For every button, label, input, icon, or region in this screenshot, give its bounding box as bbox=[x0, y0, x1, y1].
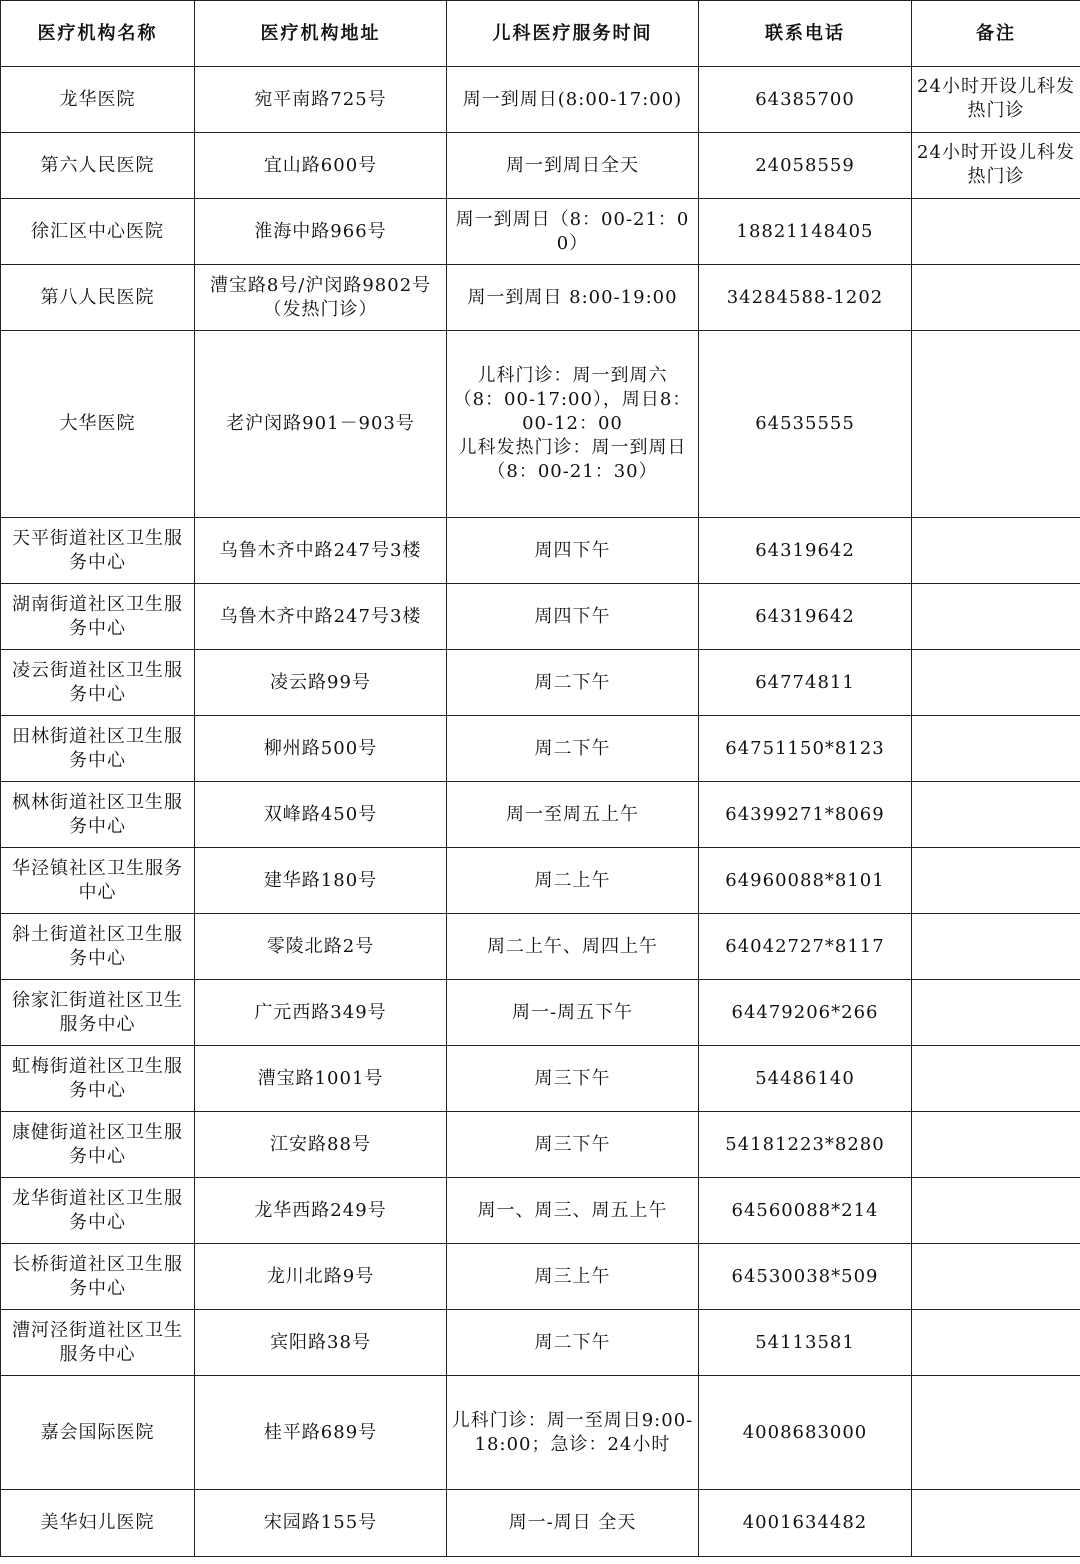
cell-note bbox=[912, 518, 1080, 584]
cell-note bbox=[912, 199, 1080, 265]
cell-name: 漕河泾街道社区卫生服务中心 bbox=[1, 1310, 195, 1376]
header-note: 备注 bbox=[912, 1, 1080, 67]
cell-address: 凌云路99号 bbox=[195, 650, 447, 716]
cell-hours: 周一到周日 8:00-19:00 bbox=[447, 265, 699, 331]
cell-address: 桂平路689号 bbox=[195, 1376, 447, 1490]
cell-address: 乌鲁木齐中路247号3楼 bbox=[195, 584, 447, 650]
cell-hours: 周二下午 bbox=[447, 1310, 699, 1376]
cell-note bbox=[912, 980, 1080, 1046]
cell-hours: 周四下午 bbox=[447, 518, 699, 584]
table-row bbox=[1, 331, 1080, 518]
cell-phone: 64960088*8101 bbox=[699, 848, 912, 914]
table-row bbox=[1, 1376, 1080, 1490]
cell-hours: 周一到周日全天 bbox=[447, 133, 699, 199]
table-row bbox=[1, 1310, 1080, 1376]
table-row bbox=[1, 199, 1080, 265]
cell-address: 漕宝路1001号 bbox=[195, 1046, 447, 1112]
header-name: 医疗机构名称 bbox=[1, 1, 195, 67]
cell-phone: 64751150*8123 bbox=[699, 716, 912, 782]
cell-hours: 周三下午 bbox=[447, 1112, 699, 1178]
cell-phone: 64535555 bbox=[699, 331, 912, 518]
cell-note bbox=[912, 1310, 1080, 1376]
hours-line: 儿科发热门诊：周一到周日 bbox=[458, 437, 687, 458]
cell-address: 乌鲁木齐中路247号3楼 bbox=[195, 518, 447, 584]
cell-hours: 周二上午 bbox=[447, 848, 699, 914]
cell-note bbox=[912, 1046, 1080, 1112]
hours-line: （8：00-17:00），周日8： bbox=[453, 389, 692, 410]
cell-name: 田林街道社区卫生服务中心 bbox=[1, 716, 195, 782]
cell-name: 徐汇区中心医院 bbox=[1, 199, 195, 265]
cell-name: 华泾镇社区卫生服务中心 bbox=[1, 848, 195, 914]
table-row bbox=[1, 716, 1080, 782]
cell-hours: 周二上午、周四上午 bbox=[447, 914, 699, 980]
table-row bbox=[1, 67, 1080, 133]
cell-phone: 54486140 bbox=[699, 1046, 912, 1112]
cell-address: 龙华西路249号 bbox=[195, 1178, 447, 1244]
cell-note bbox=[912, 914, 1080, 980]
table-row bbox=[1, 1244, 1080, 1310]
cell-note bbox=[912, 1178, 1080, 1244]
cell-name: 康健街道社区卫生服务中心 bbox=[1, 1112, 195, 1178]
cell-name: 凌云街道社区卫生服务中心 bbox=[1, 650, 195, 716]
cell-note bbox=[912, 1112, 1080, 1178]
table-row bbox=[1, 914, 1080, 980]
cell-hours: 儿科门诊：周一至周日9:00-18:00；急诊：24小时 bbox=[447, 1376, 699, 1490]
cell-hours: 周一-周五下午 bbox=[447, 980, 699, 1046]
table-row bbox=[1, 1046, 1080, 1112]
cell-name: 斜土街道社区卫生服务中心 bbox=[1, 914, 195, 980]
cell-address: 江安路88号 bbox=[195, 1112, 447, 1178]
cell-phone: 54113581 bbox=[699, 1310, 912, 1376]
cell-name: 第六人民医院 bbox=[1, 133, 195, 199]
cell-note bbox=[912, 782, 1080, 848]
cell-address: 柳州路500号 bbox=[195, 716, 447, 782]
table-row bbox=[1, 133, 1080, 199]
cell-note bbox=[912, 1244, 1080, 1310]
header-phone: 联系电话 bbox=[699, 1, 912, 67]
cell-hours: 周四下午 bbox=[447, 584, 699, 650]
cell-hours: 周三下午 bbox=[447, 1046, 699, 1112]
cell-name: 龙华医院 bbox=[1, 67, 195, 133]
cell-hours: 周一至周五上午 bbox=[447, 782, 699, 848]
cell-hours: 周三上午 bbox=[447, 1244, 699, 1310]
cell-note bbox=[912, 848, 1080, 914]
cell-address: 老沪闵路901－903号 bbox=[195, 331, 447, 518]
cell-phone: 64319642 bbox=[699, 518, 912, 584]
cell-note bbox=[912, 1490, 1080, 1557]
cell-address: 漕宝路8号/沪闵路9802号（发热门诊） bbox=[195, 265, 447, 331]
cell-name: 嘉会国际医院 bbox=[1, 1376, 195, 1490]
table-row bbox=[1, 1490, 1080, 1557]
cell-hours: 周二下午 bbox=[447, 650, 699, 716]
cell-name: 长桥街道社区卫生服务中心 bbox=[1, 1244, 195, 1310]
cell-phone: 64319642 bbox=[699, 584, 912, 650]
cell-phone: 4008683000 bbox=[699, 1376, 912, 1490]
cell-address: 龙川北路9号 bbox=[195, 1244, 447, 1310]
cell-note: 24小时开设儿科发热门诊 bbox=[912, 133, 1080, 199]
cell-name: 湖南街道社区卫生服务中心 bbox=[1, 584, 195, 650]
cell-address: 广元西路349号 bbox=[195, 980, 447, 1046]
table-row bbox=[1, 848, 1080, 914]
cell-phone: 4001634482 bbox=[699, 1490, 912, 1557]
cell-phone: 64042727*8117 bbox=[699, 914, 912, 980]
cell-address: 宋园路155号 bbox=[195, 1490, 447, 1557]
cell-note bbox=[912, 650, 1080, 716]
cell-note bbox=[912, 716, 1080, 782]
cell-address: 建华路180号 bbox=[195, 848, 447, 914]
cell-address: 双峰路450号 bbox=[195, 782, 447, 848]
cell-address: 宾阳路38号 bbox=[195, 1310, 447, 1376]
cell-phone: 64399271*8069 bbox=[699, 782, 912, 848]
table-row bbox=[1, 584, 1080, 650]
cell-name: 龙华街道社区卫生服务中心 bbox=[1, 1178, 195, 1244]
cell-phone: 64560088*214 bbox=[699, 1178, 912, 1244]
cell-name: 第八人民医院 bbox=[1, 265, 195, 331]
header-hours: 儿科医疗服务时间 bbox=[447, 1, 699, 67]
table-row bbox=[1, 518, 1080, 584]
table-row bbox=[1, 650, 1080, 716]
table-row bbox=[1, 980, 1080, 1046]
cell-hours: 周二下午 bbox=[447, 716, 699, 782]
cell-note bbox=[912, 584, 1080, 650]
cell-phone: 54181223*8280 bbox=[699, 1112, 912, 1178]
hours-line: 00-12：00 bbox=[522, 413, 623, 434]
cell-address: 宛平南路725号 bbox=[195, 67, 447, 133]
cell-phone: 18821148405 bbox=[699, 199, 912, 265]
cell-address: 淮海中路966号 bbox=[195, 199, 447, 265]
table-row bbox=[1, 1112, 1080, 1178]
cell-hours: 周一到周日(8:00-17:00) bbox=[447, 67, 699, 133]
cell-phone: 34284588-1202 bbox=[699, 265, 912, 331]
table-row bbox=[1, 265, 1080, 331]
table-row bbox=[1, 1178, 1080, 1244]
cell-name: 天平街道社区卫生服务中心 bbox=[1, 518, 195, 584]
cell-address: 宜山路600号 bbox=[195, 133, 447, 199]
cell-hours: 周一、周三、周五上午 bbox=[447, 1178, 699, 1244]
hours-line: 儿科门诊：周一到周六 bbox=[477, 365, 668, 386]
table-header-row bbox=[1, 1, 1080, 67]
cell-name: 大华医院 bbox=[1, 331, 195, 518]
cell-phone: 64774811 bbox=[699, 650, 912, 716]
cell-note: 24小时开设儿科发热门诊 bbox=[912, 67, 1080, 133]
cell-name: 枫林街道社区卫生服务中心 bbox=[1, 782, 195, 848]
cell-name: 美华妇儿医院 bbox=[1, 1490, 195, 1557]
cell-address: 零陵北路2号 bbox=[195, 914, 447, 980]
hours-line: （8：00-21：30） bbox=[487, 461, 658, 482]
header-address: 医疗机构地址 bbox=[195, 1, 447, 67]
cell-phone: 24058559 bbox=[699, 133, 912, 199]
cell-hours bbox=[447, 331, 699, 518]
cell-note bbox=[912, 331, 1080, 518]
cell-name: 徐家汇街道社区卫生服务中心 bbox=[1, 980, 195, 1046]
cell-phone: 64530038*509 bbox=[699, 1244, 912, 1310]
table-row bbox=[1, 782, 1080, 848]
cell-hours: 周一到周日（8：00-21：00） bbox=[447, 199, 699, 265]
cell-phone: 64479206*266 bbox=[699, 980, 912, 1046]
cell-phone: 64385700 bbox=[699, 67, 912, 133]
cell-hours: 周一-周日 全天 bbox=[447, 1490, 699, 1557]
cell-note bbox=[912, 1376, 1080, 1490]
cell-name: 虹梅街道社区卫生服务中心 bbox=[1, 1046, 195, 1112]
cell-note bbox=[912, 265, 1080, 331]
